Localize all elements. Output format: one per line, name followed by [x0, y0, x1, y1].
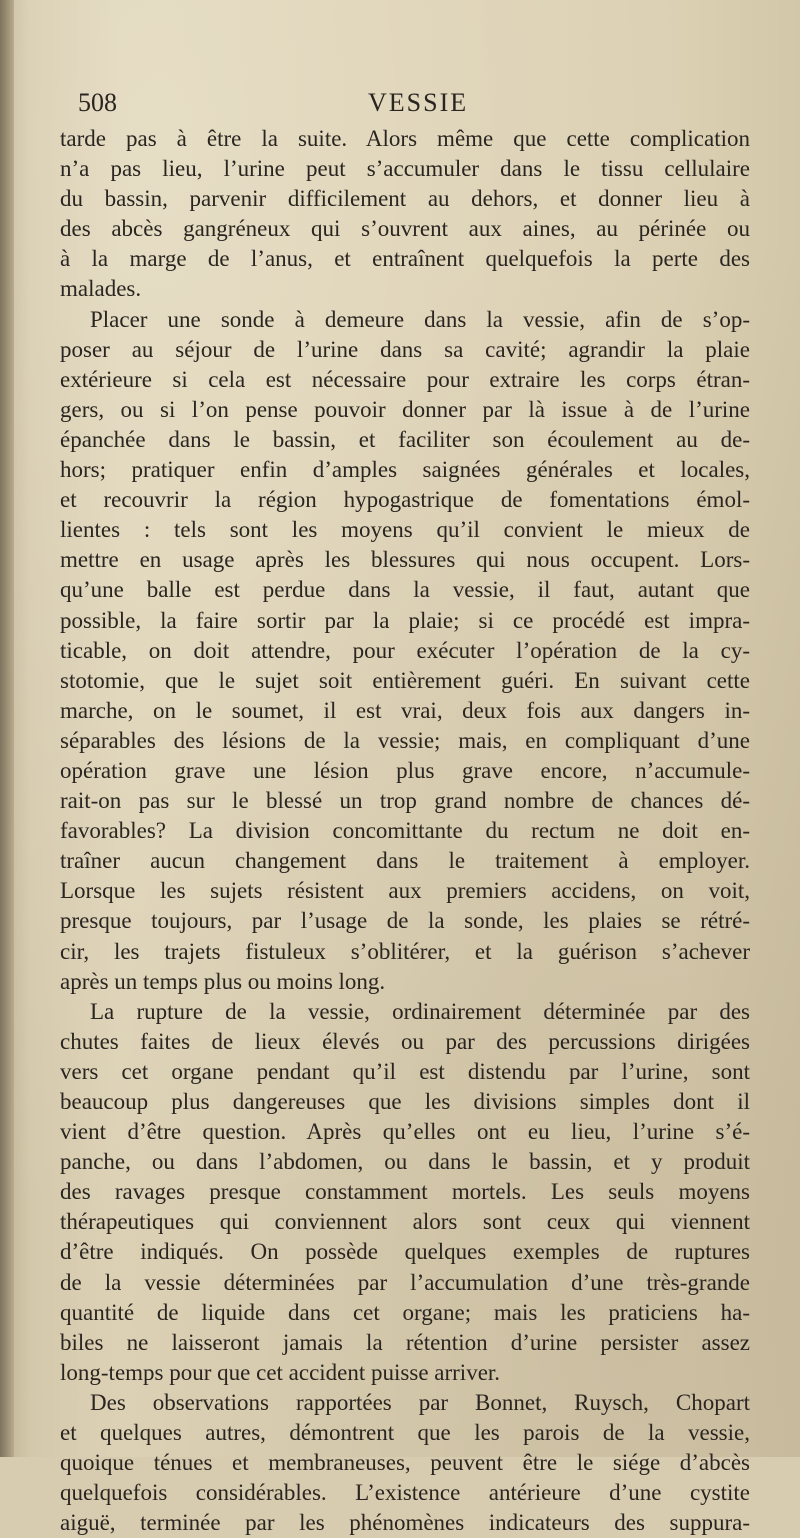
text-line: stotomie, que le sujet soit entièrement guéri. En suivant cette — [60, 667, 750, 693]
text-line: La rupture de la vessie, ordinairement déterminée par des — [90, 998, 750, 1024]
text-line: biles ne laisseront jamais la rétention d’urine persister assez — [60, 1329, 750, 1355]
text-line: Placer une sonde à demeure dans la vessie, afin de s’op- — [90, 306, 750, 332]
text-line: malades. — [60, 276, 142, 302]
text-line: marche, on le soumet, il est vrai, deux fois aux dangers in- — [60, 697, 750, 723]
text-line: hors; pratiquer enfin d’amples saignées générales et locales, — [60, 457, 750, 483]
text-line: vers cet organe pendant qu’il est distendu par l’urine, sont — [60, 1058, 750, 1084]
text-line: possible, la faire sortir par la plaie; si ce procédé est impra- — [60, 607, 750, 633]
text-line: Des observations rapportées par Bonnet, Ruysch, Chopart — [90, 1389, 750, 1415]
text-line: de la vessie déterminées par l’accumulation d’une très-grande — [60, 1269, 750, 1295]
text-line: des ravages presque constamment mortels. Les seuls moyens — [60, 1179, 750, 1205]
text-line: aiguë, terminée par les phénomènes indicateurs des suppura- — [60, 1510, 750, 1536]
text-line: du bassin, parvenir difficilement au dehors, et donner lieu à — [60, 186, 750, 212]
text-line: rait-on pas sur le blessé un trop grand nombre de chances dé- — [60, 788, 750, 814]
page-number: 508 — [78, 88, 117, 117]
text-line: et recouvrir la région hypogastrique de fomentations émol- — [60, 487, 750, 513]
text-line: tarde pas à être la suite. Alors même que cette complication — [60, 126, 750, 151]
text-line: quelquefois considérables. L’existence antérieure d’une cystite — [60, 1480, 750, 1506]
text-line: cir, les trajets fistuleux s’oblitérer, et la guérison s’achever — [60, 938, 750, 964]
text-line: chutes faites de lieux élevés ou par des percussions dirigées — [60, 1028, 750, 1054]
text-line: lientes : tels sont les moyens qu’il convient le mieux de — [60, 517, 750, 543]
text-line: à la marge de l’anus, et entraînent quelquefois la perte des — [60, 246, 750, 272]
text-line: long-temps pour que cet accident puisse arriver. — [60, 1359, 501, 1385]
text-line: mettre en usage après les blessures qui nous occupent. Lors- — [60, 547, 750, 573]
text-line: poser au séjour de l’urine dans sa cavité; agrandir la plaie — [60, 336, 750, 362]
page-header — [78, 88, 718, 122]
text-line: quoique ténues et membraneuses, peuvent être le siége d’abcès — [60, 1450, 750, 1476]
text-line: d’être indiqués. On possède quelques exemples de ruptures — [60, 1239, 750, 1265]
text-line: après un temps plus ou moins long. — [60, 968, 386, 994]
text-line: n’a pas lieu, l’urine peut s’accumuler dans le tissu cellulaire — [60, 156, 750, 182]
text-line: épanchée dans le bassin, et faciliter son écoulement au de- — [60, 426, 750, 452]
text-line: vient d’être question. Après qu’elles ont eu lieu, l’urine s’é- — [60, 1119, 750, 1145]
text-line: gers, ou si l’on pense pouvoir donner par là issue à de l’urine — [60, 396, 750, 422]
text-line: panche, ou dans l’abdomen, ou dans le bassin, et y produit — [60, 1149, 750, 1175]
running-title: VESSIE — [368, 88, 469, 117]
text-line: favorables? La division concomittante du rectum ne doit en- — [60, 818, 750, 844]
text-line: ticable, on doit attendre, pour exécuter l’opération de la cy- — [60, 637, 750, 663]
text-line: Lorsque les sujets résistent aux premiers accidens, on voit, — [60, 878, 750, 904]
text-line: qu’une balle est perdue dans la vessie, il faut, autant que — [60, 577, 750, 603]
page-edge — [0, 0, 14, 1457]
text-line: quantité de liquide dans cet organe; mais les praticiens ha- — [60, 1299, 750, 1325]
text-line: beaucoup plus dangereuses que les divisions simples dont il — [60, 1089, 750, 1114]
text-line: séparables des lésions de la vessie; mais, en compliquant d’une — [60, 727, 750, 753]
text-line: thérapeutiques qui conviennent alors sont ceux qui viennent — [60, 1209, 750, 1235]
text-line: opération grave une lésion plus grave encore, n’accumule- — [60, 757, 750, 783]
body-text — [60, 124, 750, 1538]
text-line: et quelques autres, démontrent que les parois de la vessie, — [60, 1420, 750, 1446]
text-line: traîner aucun changement dans le traitement à employer. — [60, 848, 750, 874]
text-line: extérieure si cela est nécessaire pour extraire les corps étran- — [60, 366, 750, 392]
text-line: presque toujours, par l’usage de la sonde, les plaies se rétré- — [60, 908, 750, 934]
text-line: des abcès gangréneux qui s’ouvrent aux aines, au périnée ou — [60, 216, 750, 242]
